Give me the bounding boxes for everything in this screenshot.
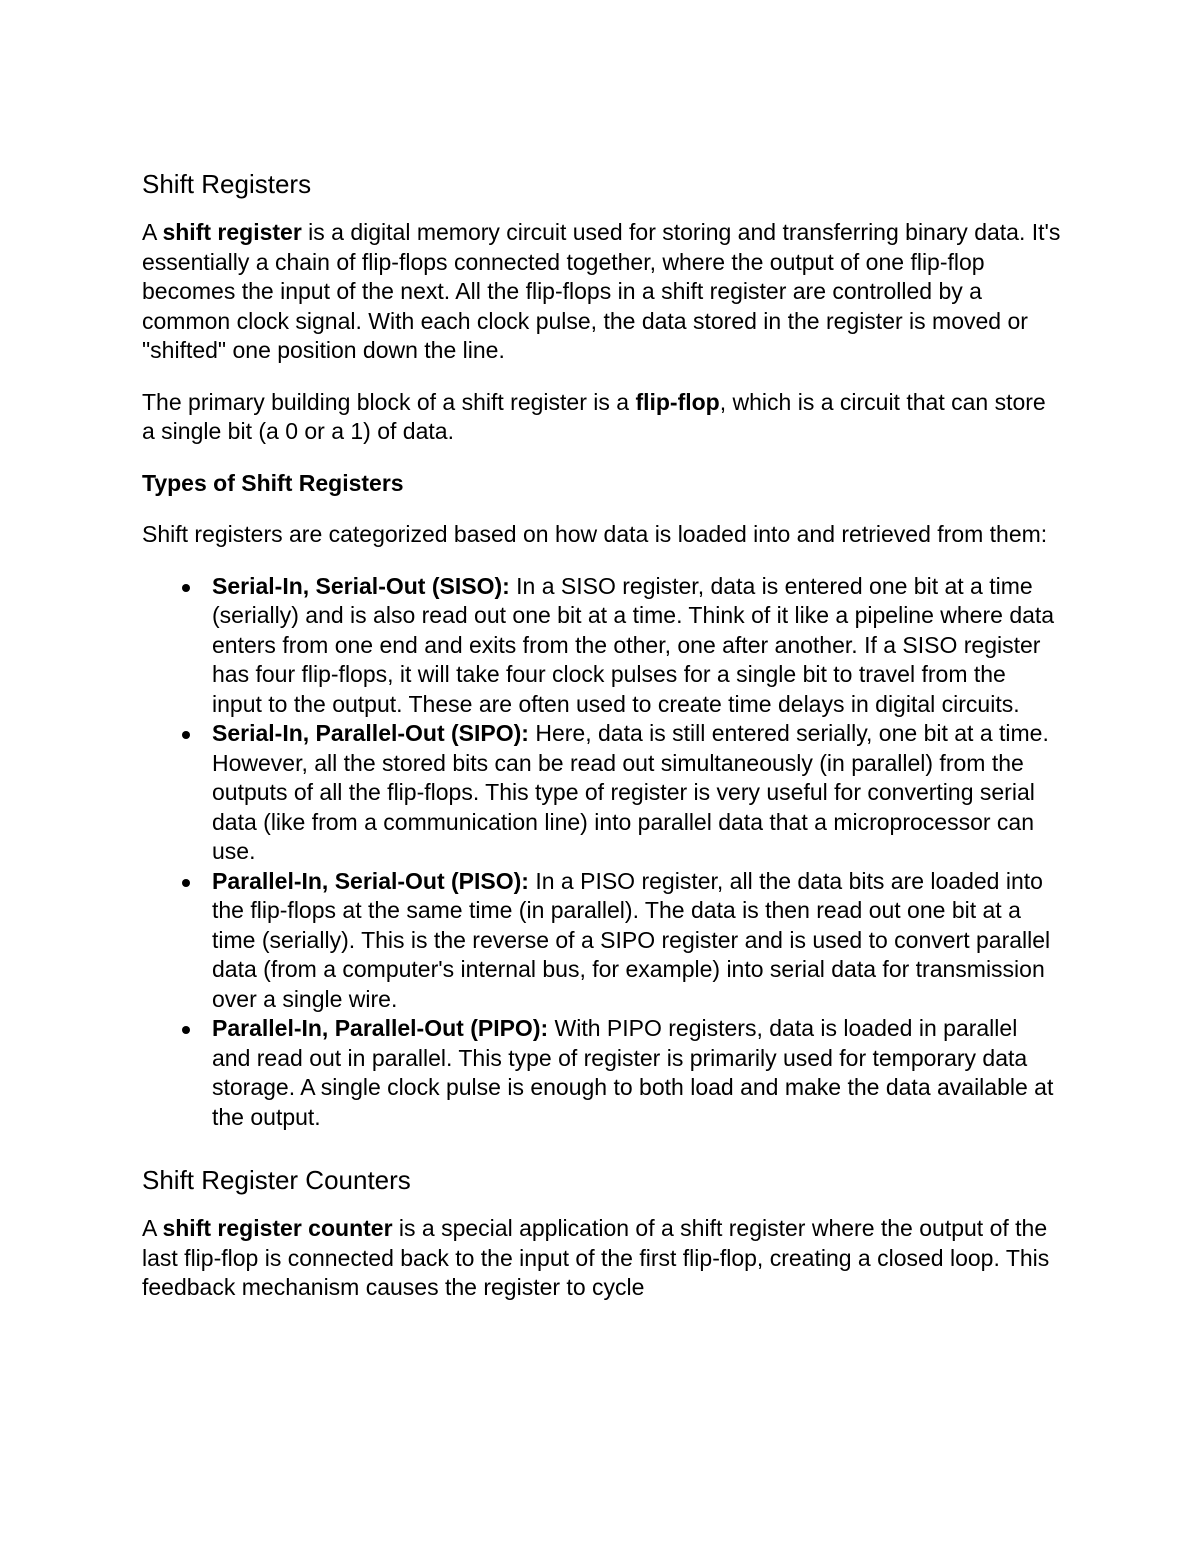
list-item-term: Serial-In, Serial-Out (SISO): [212, 572, 510, 599]
bullet-icon [182, 584, 190, 592]
list-item-term: Serial-In, Parallel-Out (SIPO): [212, 720, 529, 746]
subheading-types: Types of Shift Registers [142, 469, 404, 496]
paragraph-text: is a special application of a shift register where the output of the last flip-flop is connected back to the input of the first flip-flop, creating a closed loop. This feedback mechanism causes the register to cycle [142, 1215, 1050, 1300]
list-item-term: Parallel-In, Serial-Out (PISO): [212, 867, 529, 894]
paragraph-text: A [142, 1215, 163, 1241]
section-title-shift-register-counters: Shift Register Counters [142, 1165, 411, 1195]
list-item [142, 572, 1062, 720]
paragraph-shift-register-definition [142, 218, 1062, 366]
bold-term: flip-flop [635, 388, 720, 415]
bullet-icon [182, 879, 190, 887]
list-item [142, 867, 1062, 1015]
list-item [142, 1014, 1062, 1132]
paragraph-types-intro: Shift registers are categorized based on how data is loaded into and retrieved from them: [142, 521, 1048, 547]
paragraph-text: A [142, 219, 163, 245]
paragraph-text: is a digital memory circuit used for storing and transferring binary data. It's essentially a chain of flip-flops connected together, where the output of one flip-flop becomes the input of the next. All the flip-flops in a shift register are controlled by a common clock signal. With each clock pulse, the data stored in the register is moved or "shifted" one position down the line. [142, 219, 1061, 363]
document-page [142, 166, 1062, 1325]
bullet-icon [182, 731, 190, 739]
list-item-text: Here, data is still entered serially, one bit at a time. However, all the stored bits can be read out simultaneously (in parallel) from the outputs of all the flip-flops. This type of register is very useful for converting serial data (like from a communication line) into parallel data that a microprocessor can use. [212, 720, 1049, 864]
bold-term: shift register [162, 219, 302, 245]
paragraph-text: , which is a circuit that can store a single bit (a 0 or a 1) of data. [142, 388, 1046, 444]
section-title-shift-registers: Shift Registers [142, 169, 312, 199]
paragraph-counter-definition [142, 1214, 1062, 1303]
list-item-text: In a SISO register, data is entered one bit at a time (serially) and is also read out one bit at a time. Think of it like a pipeline where data enters from one end and exits from the other, one after another. If a SISO register has four flip-flops, it will take four clock pulses for a single bit to travel from the input to the output. These are often used to create time delays in digital circuits. [212, 572, 1055, 717]
types-list [142, 572, 1062, 1133]
list-item-term: Parallel-In, Parallel-Out (PIPO): [212, 1015, 549, 1041]
paragraph-flip-flop-definition [142, 388, 1062, 447]
bullet-icon [182, 1026, 190, 1034]
list-item-text: With PIPO registers, data is loaded in parallel and read out in parallel. This type of register is primarily used for temporary data storage. A single clock pulse is enough to both load and make the data available at the output. [212, 1015, 1054, 1130]
list-item-text: In a PISO register, all the data bits are loaded into the flip-flops at the same time (in parallel). The data is then read out one bit at a time (serially). This is the reverse of a SIPO register and is used to convert parallel data (from a computer's internal bus, for example) into serial data for transmission over a single wire. [212, 867, 1051, 1012]
list-item [142, 719, 1062, 867]
bold-term: shift register counter [162, 1215, 393, 1241]
paragraph-text: The primary building block of a shift register is a [142, 388, 636, 415]
